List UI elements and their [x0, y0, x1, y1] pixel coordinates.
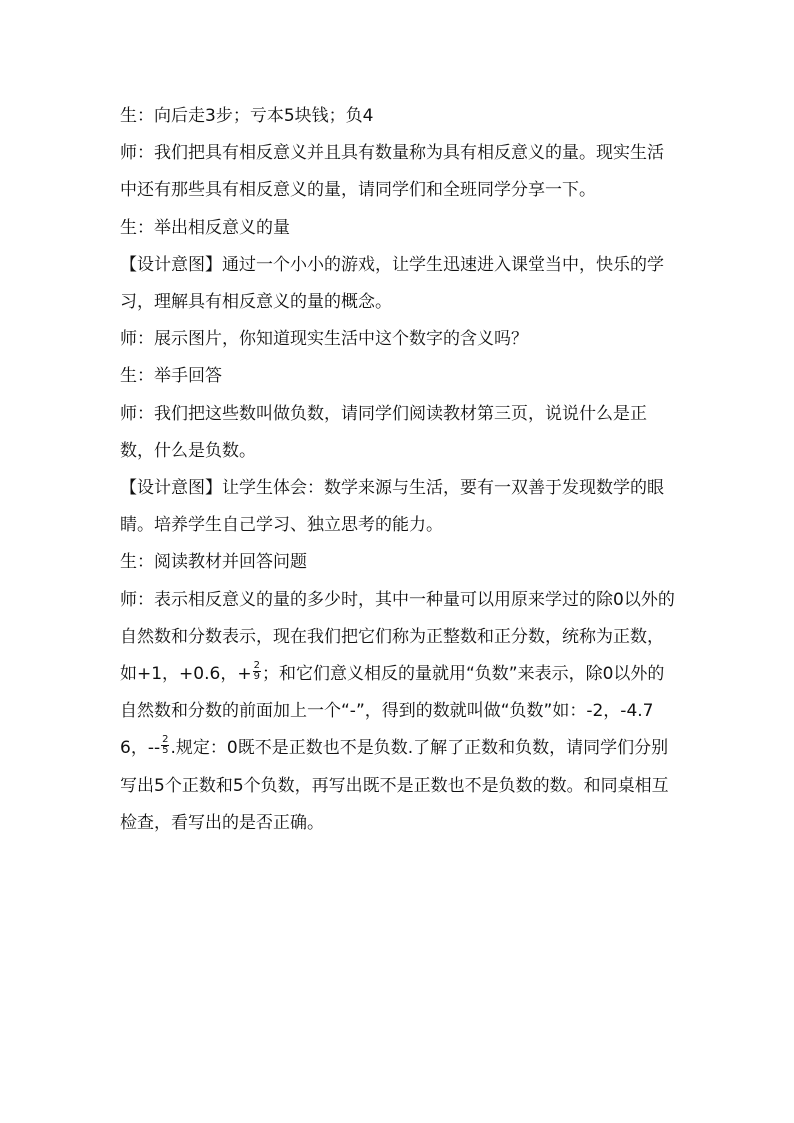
document-body	[120, 98, 680, 842]
definition-text-part3: .规定：0既不是正数也不是负数.了解了正数和负数，请同学们分别写出5个正数和5个负数，再写出既不是正数也不是负数的数。和同桌相互检查，看写出的是否正确。	[120, 738, 669, 833]
fraction-numerator: 2	[162, 733, 169, 745]
paragraph-student-answer-1: 生：向后走3步；亏本5块钱；负4	[120, 106, 374, 126]
paragraph-teacher-3: 师：我们把这些数叫做负数，请同学们阅读教材第三页，说说什么是正数，什么是负数。	[120, 403, 647, 461]
definition-text-part1: 师：表示相反意义的量的多少时，其中一种量可以用原来学过的除0以外的自然数和分数表示，现在我们把它们称为正整数和正分数，统称为正数，如+1，+0.6，+	[120, 589, 675, 685]
fraction-denominator: 9	[253, 670, 260, 682]
paragraph-design-intent-2: 【设计意图】让学生体会：数学来源与生活，要有一双善于发现数学的眼睛。培养学生自己学习、独立思考的能力。	[120, 478, 664, 536]
paragraph-design-intent-1: 【设计意图】通过一个小小的游戏，让学生迅速进入课堂当中，快乐的学习，理解具有相反意义的量的概念。	[120, 254, 664, 313]
fraction-denominator: 5	[162, 744, 169, 756]
paragraph-student-answer-2: 生：举出相反意义的量	[120, 217, 290, 238]
paragraph-teacher-definition	[120, 582, 680, 842]
paragraph-teacher-2: 师：展示图片，你知道现实生活中这个数字的含义吗？	[120, 329, 528, 350]
fraction-numerator: 2	[253, 659, 260, 671]
paragraph-teacher-1: 师：我们把具有相反意义并且具有数量称为具有相反意义的量。现实生活中还有那些具有相反意义的量，请同学们和全班同学分享一下。	[120, 143, 664, 201]
paragraph-student-answer-3: 生：举手回答	[120, 366, 222, 387]
paragraph-student-answer-4: 生：阅读教材并回答问题	[120, 552, 307, 573]
definition-text-part2: ；和它们意义相反的量就用“负数”来表示，除0以外的自然数和分数的前面加上一个“-”，得到的数就叫做“负数”如：-2，-4.76，--	[120, 664, 665, 759]
fraction-two-ninths	[253, 661, 261, 682]
fraction-two-fifths	[161, 735, 169, 756]
